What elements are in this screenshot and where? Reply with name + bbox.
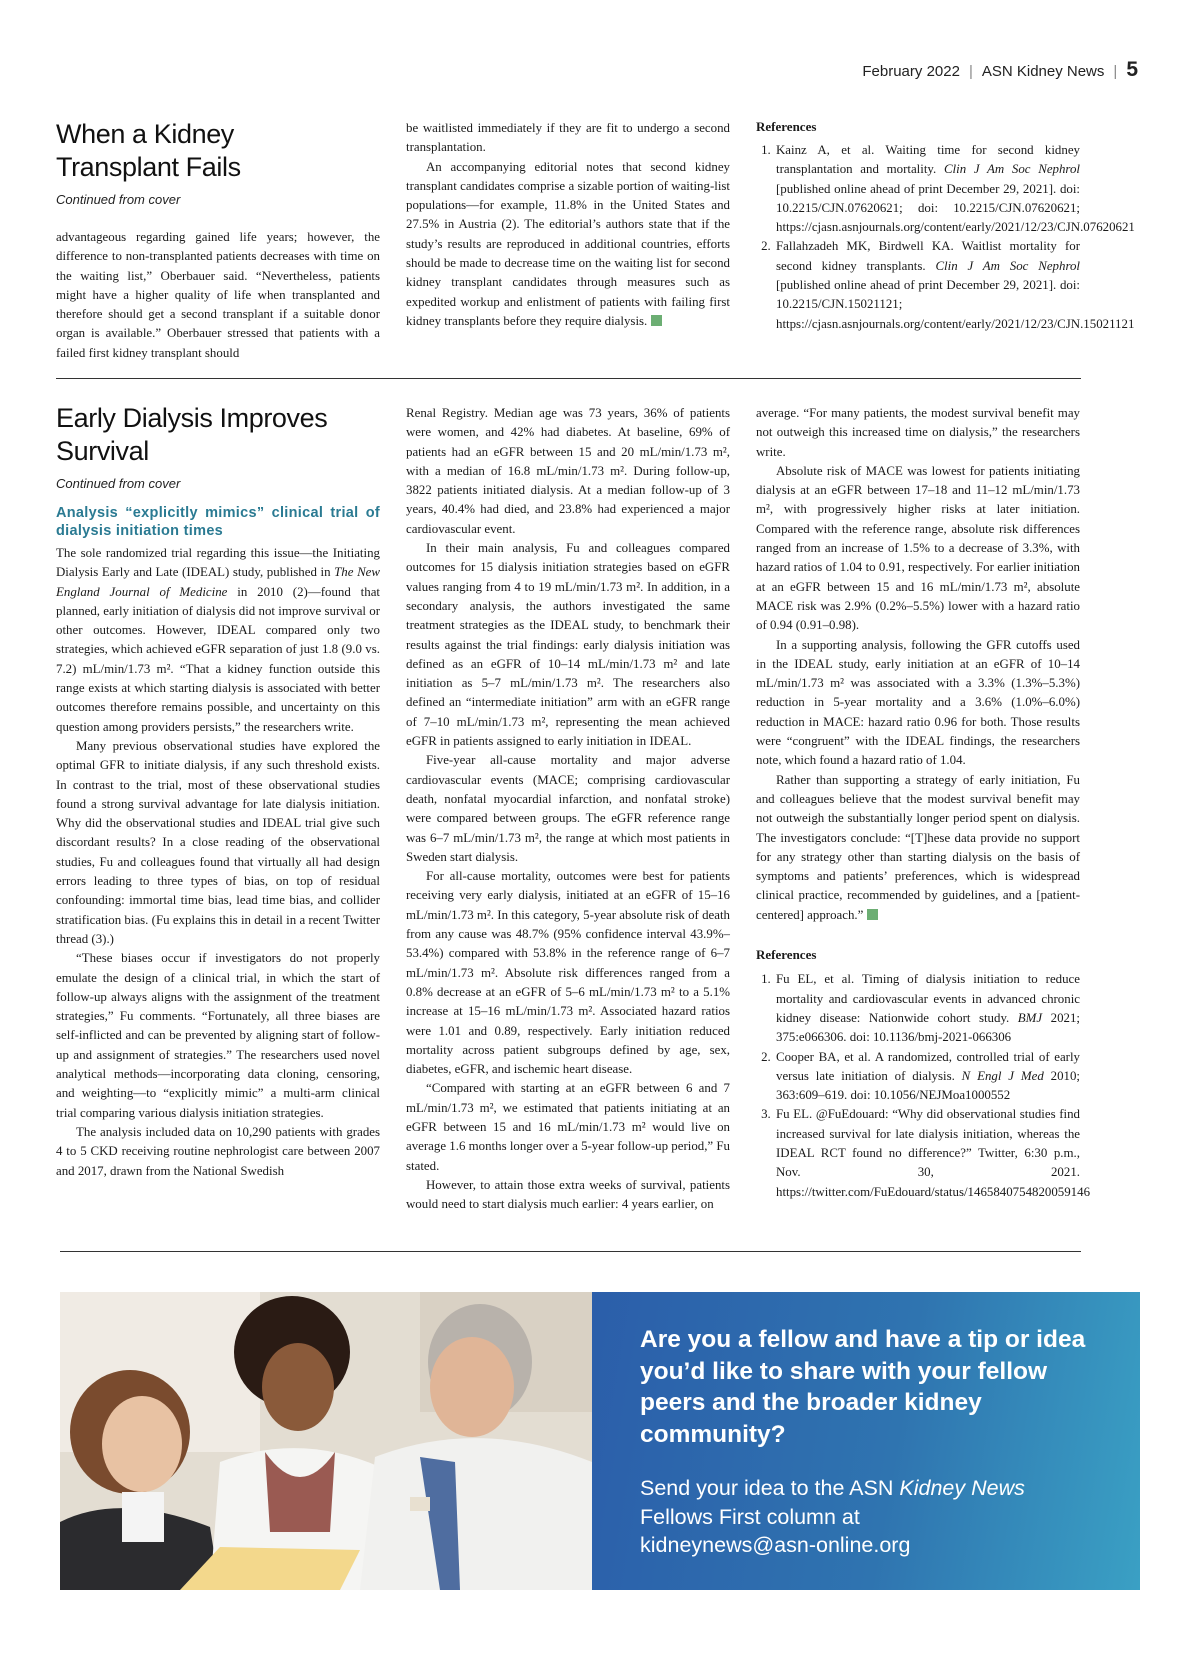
publication-name: ASN Kidney News <box>981 63 1105 80</box>
reference-item: 2. Fallahzadeh MK, Birdwell KA. Waitlist mortality for second kidney transplants. Clin J Am Soc Nephrol [published online ahead of print December 29, 2021]. doi: 10.2215/CJN.15021121; https://cjasn.asnjournals.org/content/early/2021/12/23/CJN.15021121 <box>774 237 1080 333</box>
article2-column-2 <box>406 404 730 1214</box>
page-number: 5 <box>1126 58 1138 81</box>
ad-photo <box>60 1292 592 1590</box>
end-mark-icon <box>867 909 878 920</box>
references-heading: References <box>756 947 817 963</box>
ad-call-to-action: Send your idea to the ASN Kidney News Fellows First column at kidneynews@asn-online.org <box>640 1476 1025 1557</box>
article1-title: When a Kidney Transplant Fails <box>56 119 241 182</box>
reference-list <box>756 141 1135 334</box>
article1-continued: Continued from cover <box>56 192 181 207</box>
ad-email[interactable]: kidneynews@asn-online.org <box>640 1533 911 1557</box>
end-mark-icon <box>651 315 662 326</box>
paragraph: “Compared with starting at an eGFR between 6 and 7 mL/min/1.73 m², we estimated that patients initiating at an eGFR between 15 and 16 mL/min/1.73 m² would live on average 1.6 months longer over a 5-year follow-up period,” Fu stated. <box>406 1081 730 1173</box>
article2-column-3 <box>756 404 1091 1202</box>
paragraph: advantageous regarding gained life years; however, the difference to non-transplanted patients decreases with time on the waiting list,” Oberbauer said. “Nevertheless, patients might have a higher quality of life when transplanted and therefore should get a second transplant if a suitable donor organ is available.” Oberbauer stressed that patients with a failed first kidney transplant should <box>56 230 380 360</box>
article1-heading <box>56 118 396 207</box>
article2-title: Early Dialysis Improves Survival <box>56 403 328 466</box>
article1-column-2 <box>406 119 730 331</box>
paragraph: The analysis included data on 10,290 patients with grades 4 to 5 CKD receiving routine nephrologist care between 2007 and 2017, drawn from the National Swedish <box>56 1124 380 1178</box>
paragraph: An accompanying editorial notes that second kidney transplant candidates comprise a sizable portion of waiting-list populations—for example, 11.8% in the United States and 27.5% in Austria (2). The editorial’s authors state that if the study’s results are reproduced in additional countries, efforts should be made to decrease time on the waiting list for second kidney transplant candidates through measures such as expedited workup and enlistment of patients with failing first kidney transplants before they require dialysis. <box>406 159 730 328</box>
references-heading: References <box>756 119 817 134</box>
article2-heading <box>56 402 396 491</box>
paragraph: Five-year all-cause mortality and major adverse cardiovascular events (MACE; comprising cardiovascular death, nonfatal myocardial infarction, and nonfatal stroke) were compared between groups. The eGFR reference range was 6–7 mL/min/1.73 m², the range at which most patients in Sweden start dialysis. <box>406 753 730 864</box>
article2-continued: Continued from cover <box>56 476 181 491</box>
issue-date: February 2022 <box>862 63 960 80</box>
paragraph: For all-cause mortality, outcomes were best for patients receiving very early dialysis, initiated at an eGFR of 15–16 mL/min/1.73 m². In this category, 5-year absolute risk of death from any cause was 48.7% (95% confidence interval 43.9%–53.4%) compared with 53.8% in the reference range of 6–7 mL/min/1.73 m². Absolute risk differences ranged from a 0.8% decrease at an eGFR of 5–6 mL/min/1.73 m² to a 5.1% increase at 15–16 mL/min/1.73 m². Associated hazard ratios were 1.01 and 0.89, respectively. Early initiation reduced mortality across patient subgroups defined by age, sex, diabetes, eGFR, and ischemic heart disease. <box>406 869 730 1077</box>
ad-question: Are you a fellow and have a tip or idea you’d like to share with your fellow peers and the broader kidney community? <box>640 1326 1086 1448</box>
paragraph: The sole randomized trial regarding this issue—the Initiating Dialysis Early and Late (IDEAL) study, published in The New England Journal of Medicine in 2010 (2)—found that planned, early initiation of dialysis did not improve survival or other outcomes. However, IDEAL compared only two strategies, which achieved eGFR separation of just 1.8 (9.0 vs. 7.2) mL/min/1.73 m². “That a kidney function outside this range exists at which starting dialysis is associated with better outcomes therefore remains possible, and uncertainty on this question among providers persists,” the researchers write. <box>56 546 381 734</box>
header-separator: | <box>1113 63 1118 80</box>
article2-column-1 <box>56 504 380 1181</box>
article1-references <box>756 119 1135 334</box>
running-header <box>862 58 1138 82</box>
paragraph: Absolute risk of MACE was lowest for patients initiating dialysis at an eGFR between 17–18 and 11–12 mL/min/1.73 m², with progressively higher risks at later initiation. Compared with the reference range, absolute risk differences ranged from an increase of 1.5% to a decrease of 3.3%, with hazard ratios of 1.04 to 0.91, respectively. For earlier initiation at an eGFR between 15 and 16 mL/min/1.73 m², absolute MACE risk was 2.9% (0.2%–5.5%) lower with a hazard ratio of 0.94 (0.91–0.98). <box>756 463 1080 633</box>
section-divider <box>60 1251 1081 1252</box>
paragraph: In their main analysis, Fu and colleagues compared outcomes for 15 dialysis initiation strategies based on eGFR values ranging from 4 to 19 mL/min/1.73 m². In addition, in a secondary analysis, the authors investigated the same treatment strategies as the IDEAL study, to benchmark their results against the trial findings: early dialysis initiation was defined as an eGFR of 10–14 mL/min/1.73 m² and late initiation as 5–7 mL/min/1.73 m². The researchers also defined an “intermediate initiation” arm with an eGFR range of 7–10 mL/min/1.73 m², representing the mean achieved eGFR in patients assigned to early initiation in IDEAL. <box>406 541 730 749</box>
clinicians-illustration <box>60 1292 592 1590</box>
paragraph: However, to attain those extra weeks of survival, patients would need to start dialysis much earlier: 4 years earlier, on <box>406 1177 730 1212</box>
reference-list <box>756 970 1091 1202</box>
paragraph: Rather than supporting a strategy of early initiation, Fu and colleagues believe that the modest survival benefit may not outweigh the substantially longer period spent on dialysis. The investigators conclude: “[T]hese data provide no support for any strategy other than starting dialysis on the basis of symptoms and patients’ preferences, which is widespread clinical practice, recommended by guidelines, and a [patient-centered] approach.” <box>756 772 1080 922</box>
paragraph: be waitlisted immediately if they are fit to undergo a second transplantation. <box>406 121 730 155</box>
article2-subhead: Analysis “explicitly mimics” clinical trial of dialysis initiation times <box>56 505 380 539</box>
reference-item: 3. Fu EL. @FuEdouard: “Why did observational studies find increased survival for late dialysis initiation, whereas the IDEAL RCT found no difference?” Twitter, 6:30 p.m., Nov. 30, 2021. https://twitter.com/FuEdouard/status/1465840754820059146 <box>774 1105 1080 1201</box>
paragraph: In a supporting analysis, following the GFR cutoffs used in the IDEAL study, early initiation at an eGFR of 10–14 mL/min/1.73 m² was associated with a 3.3% (1.3%–5.3%) reduction in 5-year mortality and a 3.6% (1.0%–6.0%) reduction in MACE: hazard ratio 0.96 for both. Those results were “congruent” with the IDEAL findings, the researchers note, which found a hazard ratio of 1.04. <box>756 637 1080 768</box>
section-divider <box>56 378 1081 379</box>
paragraph: Renal Registry. Median age was 73 years, 36% of patients were women, and 42% had diabetes. At baseline, 69% of patients had an eGFR between 15 and 20 mL/min/1.73 m², with a median of 16.8 mL/min/1.73 m². During follow-up, 3822 patients initiated dialysis. At a median follow-up of 3 years, 40.4% had died, and 23.8% had experienced a major cardiovascular event. <box>406 406 730 536</box>
reference-item: 1. Fu EL, et al. Timing of dialysis initiation to reduce mortality and cardiovascular events in advanced chronic kidney disease: Nationwide cohort study. BMJ 2021; 375:e066306. doi: 10.1136/bmj-2021-066306 <box>774 970 1080 1047</box>
article1-column-1 <box>56 228 380 363</box>
paragraph: Many previous observational studies have explored the optimal GFR to initiate dialysis, if any such threshold exists. In contrast to the trial, most of these observational studies found a strong survival advantage for late dialysis initiation. Why did the observational studies and IDEAL trial give such discordant results? In a close reading of the observational studies, Fu and colleagues found that virtually all had design errors leading to three types of bias, on top of residual confounding: immortal time bias, lead time bias, and collider stratification bias. (Fu explains this in detail in a recent Twitter thread (3).) <box>56 738 380 946</box>
header-separator: | <box>968 63 973 80</box>
reference-item: 2. Cooper BA, et al. A randomized, controlled trial of early versus late initiation of dialysis. N Engl J Med 2010; 363:609–619. doi: 10.1056/NEJMoa1000552 <box>774 1048 1080 1106</box>
paragraph: “These biases occur if investigators do not properly emulate the design of a clinical trial, in which the start of follow-up always aligns with the assignment of the treatment strategies,” Fu comments. “Fortunately, all three biases are self-inflicted and can be prevented by aligning start of follow-up and assignment of strategies.” The researchers used novel analytical methods—incorporating data cloning, censoring, and weighting—to “explicitly mimic” a multi-arm clinical trial comparing various dialysis initiation strategies. <box>56 951 380 1120</box>
ad-callout <box>592 1292 1140 1590</box>
paragraph: average. “For many patients, the modest survival benefit may not outweigh this increased time on dialysis,” the researchers write. <box>756 406 1080 459</box>
reference-item: 1. Kainz A, et al. Waiting time for second kidney transplantation and mortality. Clin J Am Soc Nephrol [published online ahead of print December 29, 2021]. doi: 10.2215/CJN.07620621; doi: 10.2215/CJN.07620621; https://cjasn.asnjournals.org/content/early/2021/12/23/CJN.07620621 <box>774 141 1080 237</box>
